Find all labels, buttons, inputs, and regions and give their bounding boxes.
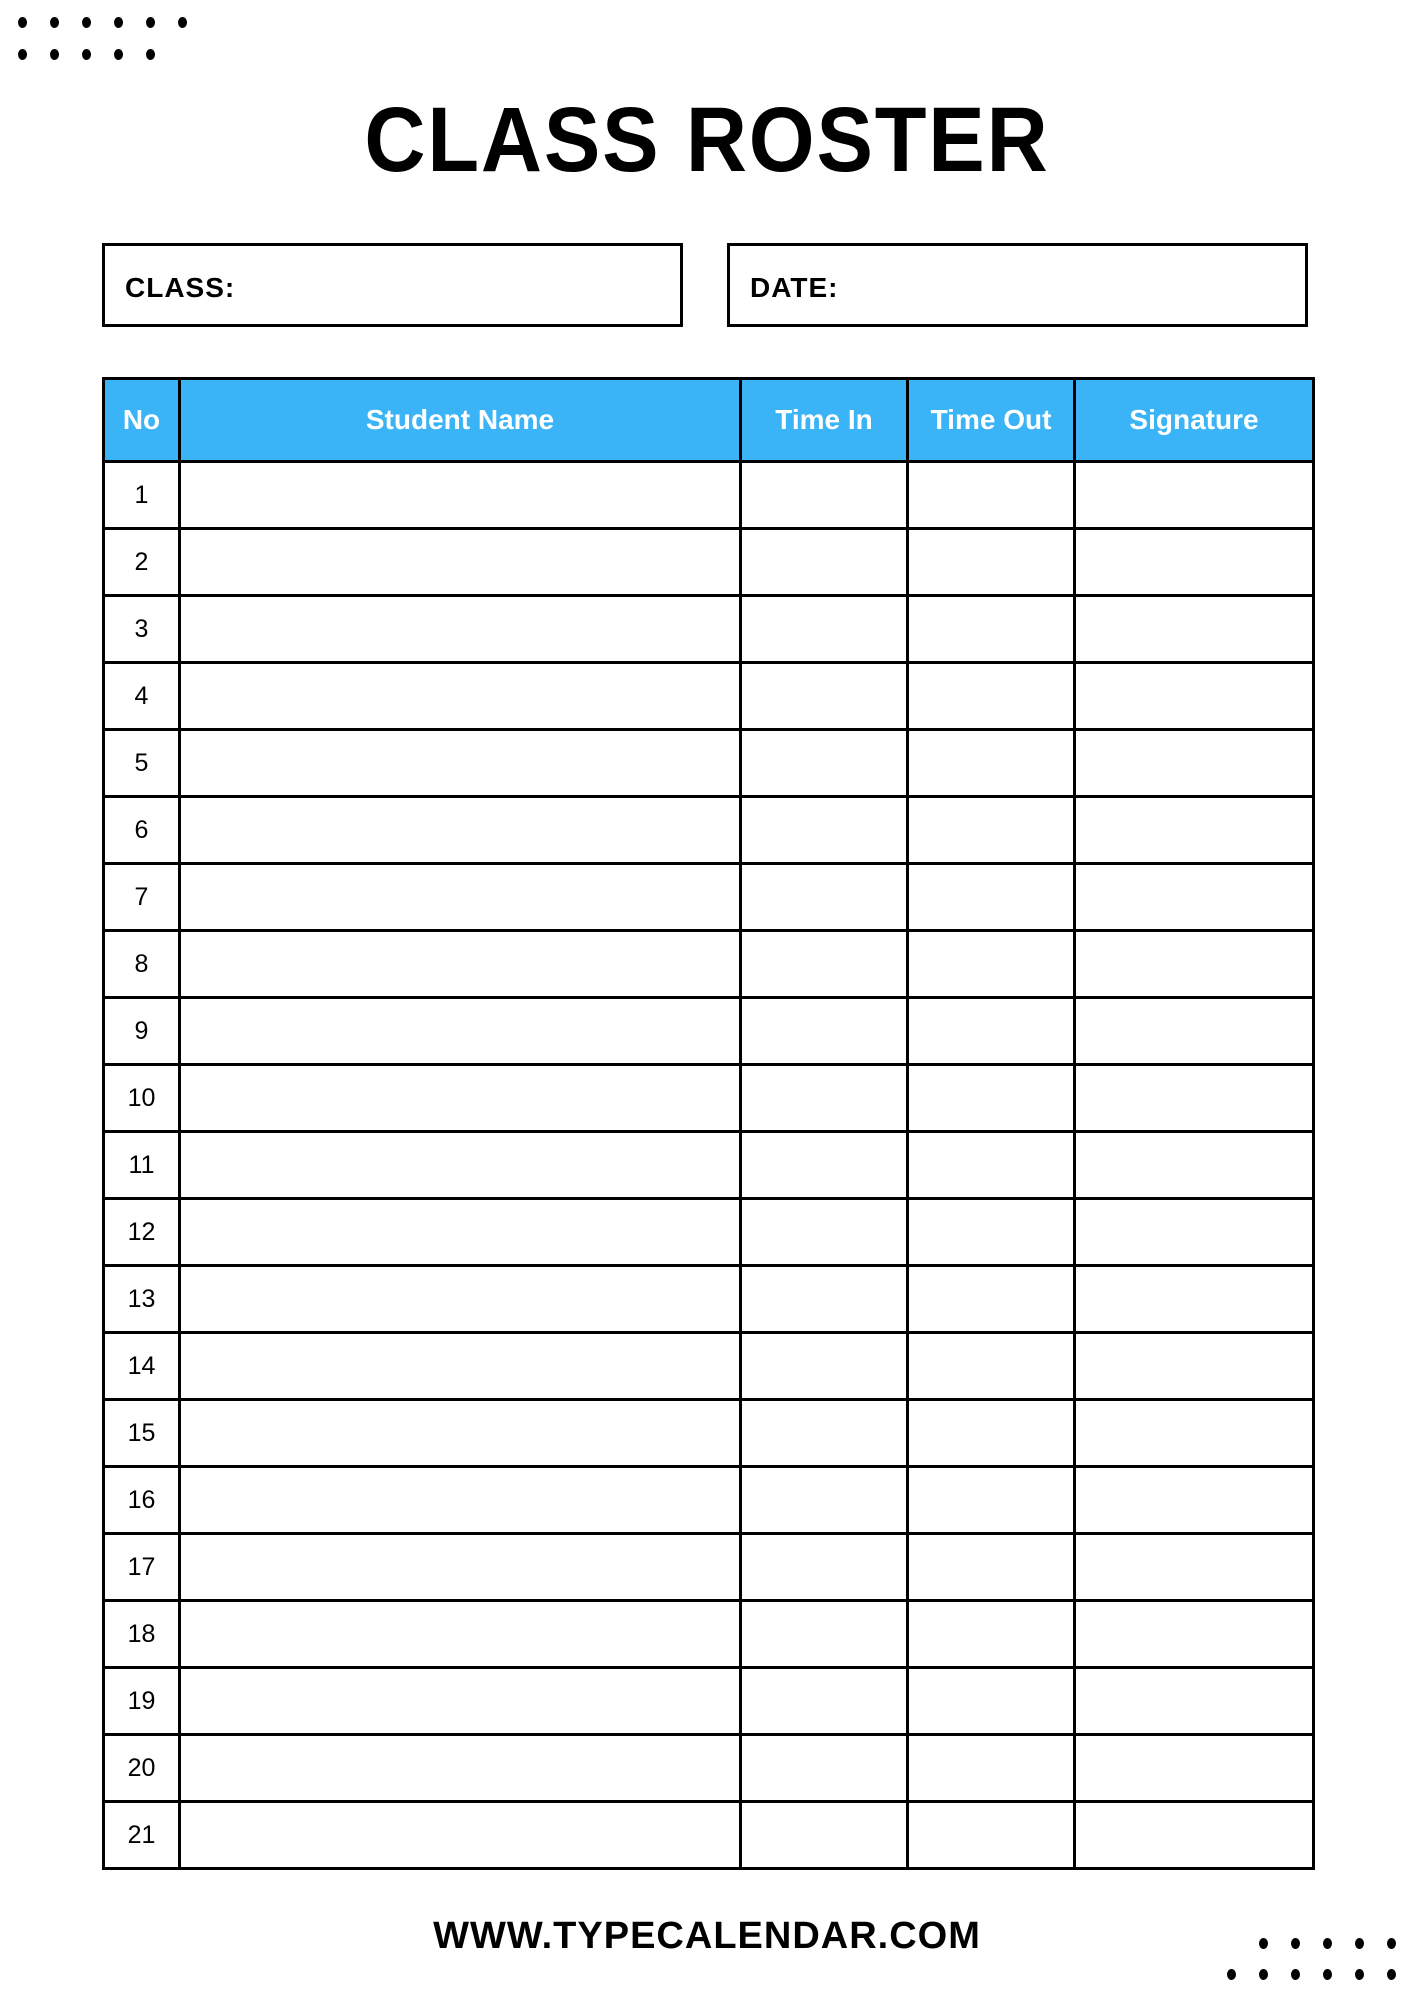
row-number: 14 <box>104 1333 180 1400</box>
time-out-cell[interactable] <box>908 1400 1075 1467</box>
time-out-cell[interactable] <box>908 596 1075 663</box>
time-in-cell[interactable] <box>741 998 908 1065</box>
dot <box>114 17 123 28</box>
table-row <box>104 1735 1314 1802</box>
header-no: No <box>104 379 180 462</box>
signature-cell[interactable] <box>1075 1400 1314 1467</box>
time-in-cell[interactable] <box>741 730 908 797</box>
time-out-cell[interactable] <box>908 1467 1075 1534</box>
signature-cell[interactable] <box>1075 998 1314 1065</box>
signature-cell[interactable] <box>1075 931 1314 998</box>
time-out-cell[interactable] <box>908 864 1075 931</box>
student-name-cell[interactable] <box>180 1199 741 1266</box>
table-row <box>104 596 1314 663</box>
row-number: 4 <box>104 663 180 730</box>
row-number: 9 <box>104 998 180 1065</box>
table-row <box>104 1266 1314 1333</box>
table-row <box>104 1802 1314 1869</box>
dot <box>114 49 123 60</box>
time-out-cell[interactable] <box>908 1065 1075 1132</box>
dot <box>178 17 187 28</box>
signature-cell[interactable] <box>1075 730 1314 797</box>
signature-cell[interactable] <box>1075 1802 1314 1869</box>
signature-cell[interactable] <box>1075 1199 1314 1266</box>
student-name-cell[interactable] <box>180 1132 741 1199</box>
class-label: CLASS: <box>125 272 236 303</box>
table-row <box>104 529 1314 596</box>
time-out-cell[interactable] <box>908 1534 1075 1601</box>
time-in-cell[interactable] <box>741 1199 908 1266</box>
date-label: DATE: <box>750 272 839 303</box>
row-number: 19 <box>104 1668 180 1735</box>
dot <box>1259 1969 1268 1980</box>
row-number: 13 <box>104 1266 180 1333</box>
time-in-cell[interactable] <box>741 1534 908 1601</box>
time-in-cell[interactable] <box>741 663 908 730</box>
signature-cell[interactable] <box>1075 596 1314 663</box>
time-in-cell[interactable] <box>741 931 908 998</box>
class-field[interactable] <box>102 243 683 327</box>
roster-table <box>102 377 1315 1870</box>
signature-cell[interactable] <box>1075 1735 1314 1802</box>
table-row <box>104 931 1314 998</box>
row-number: 3 <box>104 596 180 663</box>
signature-cell[interactable] <box>1075 1601 1314 1668</box>
date-field[interactable] <box>727 243 1308 327</box>
dot <box>1227 1969 1236 1980</box>
signature-cell[interactable] <box>1075 797 1314 864</box>
signature-cell[interactable] <box>1075 1534 1314 1601</box>
dot <box>50 17 59 28</box>
table-row <box>104 1132 1314 1199</box>
header-signature: Signature <box>1075 379 1314 462</box>
table-row <box>104 663 1314 730</box>
time-in-cell[interactable] <box>741 1601 908 1668</box>
row-number: 10 <box>104 1065 180 1132</box>
row-number: 20 <box>104 1735 180 1802</box>
table-row <box>104 1668 1314 1735</box>
time-in-cell[interactable] <box>741 1735 908 1802</box>
table-row <box>104 1534 1314 1601</box>
dot <box>50 49 59 60</box>
table-row <box>104 1333 1314 1400</box>
header-time-out: Time Out <box>908 379 1075 462</box>
row-number: 7 <box>104 864 180 931</box>
time-out-cell[interactable] <box>908 1802 1075 1869</box>
time-in-cell[interactable] <box>741 864 908 931</box>
header-student-name: Student Name <box>180 379 741 462</box>
student-name-cell[interactable] <box>180 1266 741 1333</box>
row-number: 6 <box>104 797 180 864</box>
table-row <box>104 1065 1314 1132</box>
dot <box>146 49 155 60</box>
table-row <box>104 797 1314 864</box>
time-in-cell[interactable] <box>741 1266 908 1333</box>
time-out-cell[interactable] <box>908 1333 1075 1400</box>
time-out-cell[interactable] <box>908 998 1075 1065</box>
student-name-cell[interactable] <box>180 663 741 730</box>
signature-cell[interactable] <box>1075 462 1314 529</box>
time-out-cell[interactable] <box>908 931 1075 998</box>
time-out-cell[interactable] <box>908 1601 1075 1668</box>
page-title: CLASS ROSTER <box>364 89 1050 191</box>
student-name-cell[interactable] <box>180 1333 741 1400</box>
signature-cell[interactable] <box>1075 1668 1314 1735</box>
time-in-cell[interactable] <box>741 529 908 596</box>
time-out-cell[interactable] <box>908 797 1075 864</box>
time-in-cell[interactable] <box>741 797 908 864</box>
time-in-cell[interactable] <box>741 596 908 663</box>
student-name-cell[interactable] <box>180 797 741 864</box>
time-out-cell[interactable] <box>908 1735 1075 1802</box>
time-out-cell[interactable] <box>908 1266 1075 1333</box>
student-name-cell[interactable] <box>180 998 741 1065</box>
dot <box>1291 1969 1300 1980</box>
time-in-cell[interactable] <box>741 1802 908 1869</box>
student-name-cell[interactable] <box>180 1467 741 1534</box>
row-number: 16 <box>104 1467 180 1534</box>
dot <box>82 49 91 60</box>
student-name-cell[interactable] <box>180 596 741 663</box>
dot <box>1387 1969 1396 1980</box>
signature-cell[interactable] <box>1075 864 1314 931</box>
row-number: 15 <box>104 1400 180 1467</box>
dot <box>82 17 91 28</box>
time-out-cell[interactable] <box>908 529 1075 596</box>
dot <box>1323 1969 1332 1980</box>
time-in-cell[interactable] <box>741 1668 908 1735</box>
table-row <box>104 1400 1314 1467</box>
table-row <box>104 1199 1314 1266</box>
row-number: 12 <box>104 1199 180 1266</box>
time-out-cell[interactable] <box>908 1132 1075 1199</box>
signature-cell[interactable] <box>1075 1132 1314 1199</box>
signature-cell[interactable] <box>1075 663 1314 730</box>
dot <box>18 49 27 60</box>
row-number: 21 <box>104 1802 180 1869</box>
signature-cell[interactable] <box>1075 1467 1314 1534</box>
website-footer: WWW.TYPECALENDAR.COM <box>433 1915 981 1957</box>
student-name-cell[interactable] <box>180 1601 741 1668</box>
table-row <box>104 1467 1314 1534</box>
signature-cell[interactable] <box>1075 1333 1314 1400</box>
time-out-cell[interactable] <box>908 462 1075 529</box>
time-in-cell[interactable] <box>741 1065 908 1132</box>
student-name-cell[interactable] <box>180 1668 741 1735</box>
signature-cell[interactable] <box>1075 1266 1314 1333</box>
time-in-cell[interactable] <box>741 462 908 529</box>
row-number: 18 <box>104 1601 180 1668</box>
row-number: 1 <box>104 462 180 529</box>
signature-cell[interactable] <box>1075 1065 1314 1132</box>
header-time-in: Time In <box>741 379 908 462</box>
dot <box>146 17 155 28</box>
row-number: 17 <box>104 1534 180 1601</box>
table-row <box>104 1601 1314 1668</box>
student-name-cell[interactable] <box>180 931 741 998</box>
time-out-cell[interactable] <box>908 663 1075 730</box>
student-name-cell[interactable] <box>180 1534 741 1601</box>
student-name-cell[interactable] <box>180 1400 741 1467</box>
time-in-cell[interactable] <box>741 1132 908 1199</box>
table-row <box>104 864 1314 931</box>
time-out-cell[interactable] <box>908 1199 1075 1266</box>
row-number: 8 <box>104 931 180 998</box>
student-name-cell[interactable] <box>180 864 741 931</box>
time-in-cell[interactable] <box>741 1333 908 1400</box>
time-in-cell[interactable] <box>741 1400 908 1467</box>
row-number: 2 <box>104 529 180 596</box>
dot <box>18 17 27 28</box>
time-out-cell[interactable] <box>908 1668 1075 1735</box>
student-name-cell[interactable] <box>180 529 741 596</box>
row-number: 11 <box>104 1132 180 1199</box>
student-name-cell[interactable] <box>180 1065 741 1132</box>
time-out-cell[interactable] <box>908 730 1075 797</box>
dot <box>1355 1969 1364 1980</box>
student-name-cell[interactable] <box>180 462 741 529</box>
time-in-cell[interactable] <box>741 1467 908 1534</box>
student-name-cell[interactable] <box>180 730 741 797</box>
signature-cell[interactable] <box>1075 529 1314 596</box>
table-header-row <box>104 379 1314 462</box>
student-name-cell[interactable] <box>180 1802 741 1869</box>
row-number: 5 <box>104 730 180 797</box>
table-row <box>104 730 1314 797</box>
student-name-cell[interactable] <box>180 1735 741 1802</box>
table-row <box>104 998 1314 1065</box>
table-row <box>104 462 1314 529</box>
